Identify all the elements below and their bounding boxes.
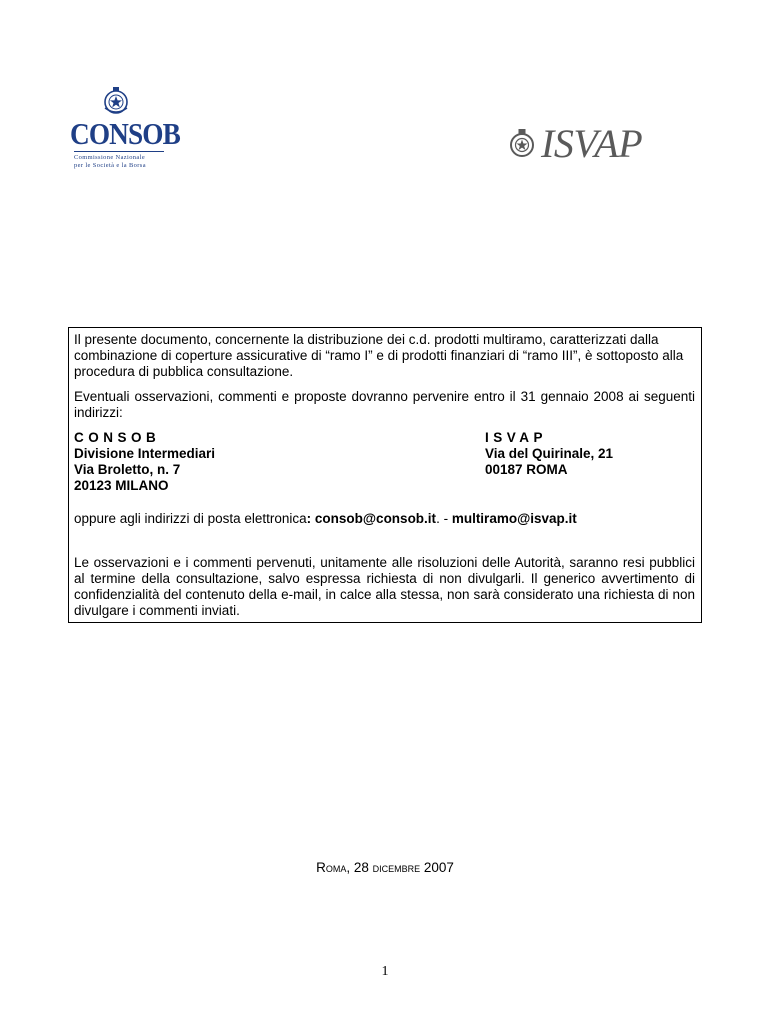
email-separator: . - (436, 511, 452, 526)
consob-address (74, 430, 485, 494)
consob-address-name: CONSOB (74, 430, 161, 445)
consob-address-line2: Via Broletto, n. 7 (74, 462, 181, 477)
addresses-block (74, 430, 695, 494)
notice-paragraph-intro: Il presente documento, concernente la distribuzione dei c.d. prodotti multiramo, caratterizzati dalla combinazione di coperture assicurative di “ramo I” e di prodotti finanziari di “ramo III”, è sottoposto alla procedura di pubblica consultazione. (74, 332, 684, 379)
email-isvap-link[interactable]: multiramo@isvap.it (451, 511, 577, 526)
consob-logo (70, 86, 180, 170)
email-intro-text: oppure agli indirizzi di posta elettronica (74, 511, 307, 526)
consob-divider (74, 151, 164, 152)
consob-subtitle-line1: Commissione Nazionale (74, 154, 146, 161)
notice-paragraph-publication: Le osservazioni e i commenti pervenuti, unitamente alle risoluzioni delle Autorità, saranno resi pubblici al termine della consultazione, salvo espressa richiesta di non divulgarli. Il generico avvertimento di confidenzialità del contenuto della e-mail, in calce alla stessa, non sarà considerato una richiesta di non divulgare i commenti inviati. (74, 555, 695, 618)
document-date: Roma, 28 dicembre 2007 (316, 860, 454, 875)
consob-wordmark: CONSOB (70, 116, 180, 151)
isvap-address-line2: 00187 ROMA (485, 462, 568, 477)
consultation-notice-box (68, 327, 702, 623)
consob-address-line1: Divisione Intermediari (74, 446, 216, 461)
email-colon: : (306, 511, 315, 526)
isvap-wordmark: ISVAP (541, 121, 643, 166)
isvap-address (485, 430, 613, 494)
isvap-address-name: ISVAP (485, 430, 548, 445)
consob-address-line3: 20123 MILANO (74, 478, 169, 493)
isvap-logo (508, 121, 643, 166)
isvap-emblem-icon (508, 128, 536, 160)
notice-paragraph-deadline: Eventuali osservazioni, commenti e proposte dovranno pervenire entro il 31 gennaio 2008 ai seguenti indirizzi: (74, 389, 695, 420)
email-consob-link[interactable]: consob@consob.it (314, 511, 437, 526)
email-addresses-line (74, 511, 695, 527)
page-number: 1 (381, 964, 389, 979)
consob-subtitle-line2: per le Società e la Borsa (74, 162, 146, 169)
italian-emblem-icon (102, 86, 130, 116)
isvap-address-line1: Via del Quirinale, 21 (485, 446, 614, 461)
